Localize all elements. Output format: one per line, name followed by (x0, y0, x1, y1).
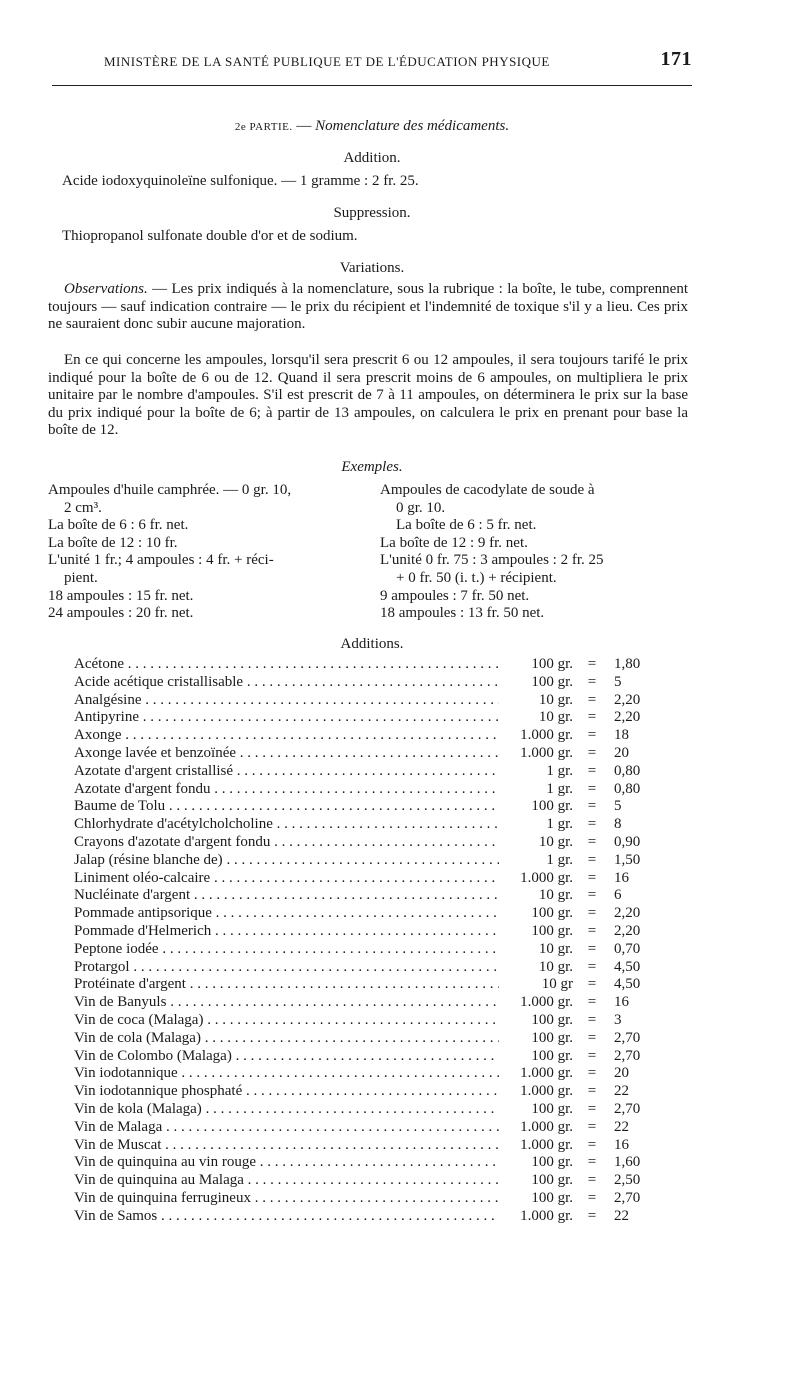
item-price: 2,50 (614, 1172, 641, 1189)
item-name: Axonge lavée et benzoïnée . . . (74, 745, 499, 763)
equals-sign: = (587, 851, 597, 868)
table-row (74, 1048, 674, 1066)
item-price: 8 (614, 816, 622, 833)
item-price: 22 (614, 1207, 629, 1224)
item-name: Vin de quinquina au Malaga . . . (74, 1172, 499, 1190)
item-price: 1,80 (614, 656, 641, 672)
page-number: 171 (660, 48, 692, 70)
observations-label: Observations. (64, 281, 148, 297)
suppression-heading: Suppression. (333, 205, 411, 221)
equals-sign: = (587, 1065, 597, 1082)
examples-heading: Exemples. (341, 459, 403, 475)
item-price: 6 (614, 887, 622, 904)
item-price: 2,70 (614, 1100, 641, 1117)
item-quantity: 1 gr. (546, 762, 573, 779)
equals-sign: = (587, 1118, 597, 1135)
addition-text: Acide iodoxyquinoleïne sulfonique. — 1 gramme : 2 fr. 25. (62, 173, 419, 189)
item-name: Protéinate d'argent . . . (74, 976, 499, 994)
example-line: L'unité 0 fr. 75 : 3 ampoules : 2 fr. 25 (380, 552, 604, 569)
table-row (74, 692, 674, 710)
item-name: Azotate d'argent cristallisé . . . (74, 763, 499, 781)
item-price: 2,70 (614, 1189, 641, 1206)
item-name: Vin de Banyuls . . . (74, 994, 499, 1012)
equals-sign: = (587, 780, 597, 797)
equals-sign: = (587, 673, 597, 690)
item-price: 2,20 (614, 691, 641, 708)
item-quantity: 100 gr. (531, 1189, 573, 1206)
equals-sign: = (587, 1047, 597, 1064)
item-quantity: 1.000 gr. (520, 744, 573, 761)
example-line: Ampoules de cacodylate de soude à (380, 482, 595, 498)
item-price: 1,50 (614, 851, 641, 868)
item-quantity: 100 gr. (531, 1047, 573, 1064)
equals-sign: = (587, 1172, 597, 1189)
example-line: 24 ampoules : 20 fr. net. (48, 605, 194, 622)
item-price: 5 (614, 673, 622, 690)
item-quantity: 100 gr. (531, 1011, 573, 1028)
table-row (74, 745, 674, 763)
example-line: 9 ampoules : 7 fr. 50 net. (380, 587, 530, 604)
item-price: 16 (614, 994, 629, 1011)
item-name: Peptone iodée . . . (74, 941, 499, 959)
equals-sign: = (587, 744, 597, 761)
item-quantity: 10 gr. (538, 940, 573, 957)
item-quantity: 1 gr. (546, 816, 573, 833)
example-line: 18 ampoules : 13 fr. 50 net. (380, 605, 545, 622)
item-name: Vin de Malaga . . . (74, 1119, 499, 1137)
item-price: 18 (614, 727, 629, 744)
equals-sign: = (587, 1189, 597, 1206)
item-name: Baume de Tolu . . . (74, 798, 499, 816)
table-row (74, 959, 674, 977)
table-row (74, 941, 674, 959)
equals-sign: = (587, 994, 597, 1011)
table-row (74, 1065, 674, 1083)
item-price: 1,60 (614, 1154, 641, 1171)
item-quantity: 100 gr. (531, 1029, 573, 1046)
item-name: Vin de Colombo (Malaga) . . . (74, 1048, 499, 1066)
item-price: 16 (614, 869, 629, 886)
item-price: 2,20 (614, 709, 641, 726)
item-price: 4,50 (614, 976, 641, 993)
item-name: Jalap (résine blanche de) . . . (74, 852, 499, 870)
equals-sign: = (587, 1207, 597, 1224)
item-quantity: 1 gr. (546, 780, 573, 797)
item-price: 5 (614, 798, 622, 815)
table-row (74, 887, 674, 905)
table-row (74, 674, 674, 692)
equals-sign: = (587, 958, 597, 975)
item-name: Vin de coca (Malaga) . . . (74, 1012, 499, 1030)
variations-heading: Variations. (339, 260, 405, 276)
item-price: 0,70 (614, 940, 641, 957)
item-name: Vin iodotannique phosphaté . . . (74, 1083, 499, 1101)
item-quantity: 1.000 gr. (520, 869, 573, 886)
example-line: La boîte de 12 : 10 fr. (48, 534, 178, 551)
observations-text: — Les prix indiqués à la nomenclature, sous la rubrique : la boîte, le tube, comprennent toujours — sauf indication contraire — le prix du récipient et l'indemnité de toxique s'il y a lieu. Ces prix ne sauraient donc subir aucune majoration. (48, 281, 688, 333)
item-price: 20 (614, 1065, 629, 1082)
suppression-text: Thiopropanol sulfonate double d'or et de sodium. (62, 228, 358, 244)
item-price: 2,70 (614, 1029, 641, 1046)
table-row (74, 798, 674, 816)
item-price: 2,20 (614, 922, 641, 939)
example-line: La boîte de 12 : 9 fr. net. (380, 534, 528, 551)
table-row (74, 1083, 674, 1101)
equals-sign: = (587, 887, 597, 904)
item-name: Vin de kola (Malaga) . . . (74, 1101, 499, 1119)
item-name: Acétone . . . (74, 656, 499, 674)
item-quantity: 10 gr. (538, 709, 573, 726)
equals-sign: = (587, 869, 597, 886)
item-name: Chlorhydrate d'acétylcholcholine . . . (74, 816, 499, 834)
equals-sign: = (587, 1083, 597, 1100)
item-quantity: 100 gr. (531, 1100, 573, 1117)
ampoules-paragraph: En ce qui concerne les ampoules, lorsqu'il sera prescrit 6 ou 12 ampoules, il sera toujours tarifé le prix indiqué pour la boîte de 6 ou de 12. Quand il sera prescrit moins de 6 ampoules, on multipliera le prix unitaire par le nombre d'ampoules. S'il est prescrit de 7 à 11 ampoules, on déterminera le prix sur la base du prix indiqué pour la boîte de 6; à partir de 13 ampoules, on calculera le prix en prenant pour base la boîte de 12. (48, 352, 688, 439)
part-heading (52, 118, 692, 135)
item-name: Vin de cola (Malaga) . . . (74, 1030, 499, 1048)
item-quantity: 100 gr. (531, 905, 573, 922)
table-row (74, 1030, 674, 1048)
item-quantity: 10 gr (541, 976, 573, 993)
example-line: 18 ampoules : 15 fr. net. (48, 587, 194, 604)
item-price: 0,80 (614, 762, 641, 779)
equals-sign: = (587, 727, 597, 744)
item-name: Pommade antipsorique . . . (74, 905, 499, 923)
table-row (74, 1137, 674, 1155)
equals-sign: = (587, 691, 597, 708)
equals-sign: = (587, 940, 597, 957)
item-name: Pommade d'Helmerich . . . (74, 923, 499, 941)
equals-sign: = (587, 798, 597, 815)
table-row (74, 1208, 674, 1226)
equals-sign: = (587, 656, 597, 672)
example-line: La boîte de 6 : 6 fr. net. (48, 517, 189, 534)
table-row (74, 1172, 674, 1190)
item-price: 2,70 (614, 1047, 641, 1064)
example-line: + 0 fr. 50 (i. t.) + récipient. (396, 569, 557, 586)
equals-sign: = (587, 1154, 597, 1171)
item-name: Crayons d'azotate d'argent fondu . . . (74, 834, 499, 852)
table-row (74, 1101, 674, 1119)
table-row (74, 1190, 674, 1208)
table-row (74, 816, 674, 834)
header-title: MINISTÈRE DE LA SANTÉ PUBLIQUE ET DE L'ÉDUCATION PHYSIQUE (104, 54, 550, 69)
item-quantity: 100 gr. (531, 798, 573, 815)
item-quantity: 1 gr. (546, 851, 573, 868)
item-name: Vin de quinquina au vin rouge . . . (74, 1154, 499, 1172)
part-title: Nomenclature des médicaments. (315, 118, 510, 134)
item-price: 4,50 (614, 958, 641, 975)
equals-sign: = (587, 833, 597, 850)
item-quantity: 1.000 gr. (520, 1065, 573, 1082)
part-label: 2e PARTIE. (234, 121, 293, 133)
example-line: Ampoules d'huile camphrée. — 0 gr. 10, (48, 482, 292, 498)
item-name: Acide acétique cristallisable . . . (74, 674, 499, 692)
table-row (74, 656, 674, 674)
item-quantity: 1.000 gr. (520, 1207, 573, 1224)
header-rule (52, 85, 692, 86)
equals-sign: = (587, 976, 597, 993)
table-row (74, 976, 674, 994)
examples-right-column (380, 482, 604, 623)
item-price: 20 (614, 744, 629, 761)
table-row (74, 1012, 674, 1030)
example-line: pient. (64, 569, 98, 586)
item-price: 3 (614, 1011, 622, 1028)
item-name: Protargol . . . (74, 959, 499, 977)
table-row (74, 870, 674, 888)
example-line: 0 gr. 10. (396, 499, 446, 516)
table-row (74, 923, 674, 941)
equals-sign: = (587, 1029, 597, 1046)
item-quantity: 1.000 gr. (520, 1118, 573, 1135)
equals-sign: = (587, 1011, 597, 1028)
table-row (74, 994, 674, 1012)
item-quantity: 1.000 gr. (520, 1136, 573, 1153)
table-row (74, 763, 674, 781)
item-quantity: 1.000 gr. (520, 994, 573, 1011)
item-price: 0,90 (614, 833, 641, 850)
table-row (74, 852, 674, 870)
equals-sign: = (587, 709, 597, 726)
item-quantity: 10 gr. (538, 691, 573, 708)
item-quantity: 100 gr. (531, 922, 573, 939)
item-quantity: 10 gr. (538, 958, 573, 975)
item-name: Analgésine . . . (74, 692, 499, 710)
item-quantity: 100 gr. (531, 1154, 573, 1171)
addition-heading: Addition. (343, 150, 401, 166)
item-quantity: 10 gr. (538, 833, 573, 850)
running-header (104, 48, 692, 74)
example-line: 2 cm³. (64, 499, 102, 516)
item-price: 22 (614, 1118, 629, 1135)
equals-sign: = (587, 762, 597, 779)
equals-sign: = (587, 816, 597, 833)
table-row (74, 781, 674, 799)
item-name: Vin de Samos . . . (74, 1208, 499, 1226)
table-row (74, 709, 674, 727)
example-line: La boîte de 6 : 5 fr. net. (396, 517, 537, 534)
item-quantity: 100 gr. (531, 673, 573, 690)
table-row (74, 834, 674, 852)
item-name: Vin iodotannique . . . (74, 1065, 499, 1083)
table-row (74, 905, 674, 923)
equals-sign: = (587, 1136, 597, 1153)
item-name: Liniment oléo-calcaire . . . (74, 870, 499, 888)
item-price: 2,20 (614, 905, 641, 922)
item-name: Nucléinate d'argent . . . (74, 887, 499, 905)
item-name: Axonge . . . (74, 727, 499, 745)
observations-paragraph (48, 281, 688, 334)
additions-heading: Additions. (340, 636, 404, 652)
additions-table (74, 656, 674, 1226)
item-price: 0,80 (614, 780, 641, 797)
table-row (74, 1119, 674, 1137)
table-row (74, 727, 674, 745)
item-name: Vin de quinquina ferrugineux . . . (74, 1190, 499, 1208)
item-quantity: 100 gr. (531, 1172, 573, 1189)
item-quantity: 10 gr. (538, 887, 573, 904)
item-quantity: 1.000 gr. (520, 1083, 573, 1100)
examples-left-column (48, 482, 291, 623)
equals-sign: = (587, 1100, 597, 1117)
example-line: L'unité 1 fr.; 4 ampoules : 4 fr. + réci- (48, 552, 274, 569)
item-name: Azotate d'argent fondu . . . (74, 781, 499, 799)
item-price: 16 (614, 1136, 629, 1153)
item-name: Antipyrine . . . (74, 709, 499, 727)
item-price: 22 (614, 1083, 629, 1100)
item-quantity: 1.000 gr. (520, 727, 573, 744)
part-dash: — (296, 118, 312, 134)
equals-sign: = (587, 922, 597, 939)
item-quantity: 100 gr. (531, 656, 573, 672)
item-name: Vin de Muscat . . . (74, 1137, 499, 1155)
equals-sign: = (587, 905, 597, 922)
table-row (74, 1154, 674, 1172)
